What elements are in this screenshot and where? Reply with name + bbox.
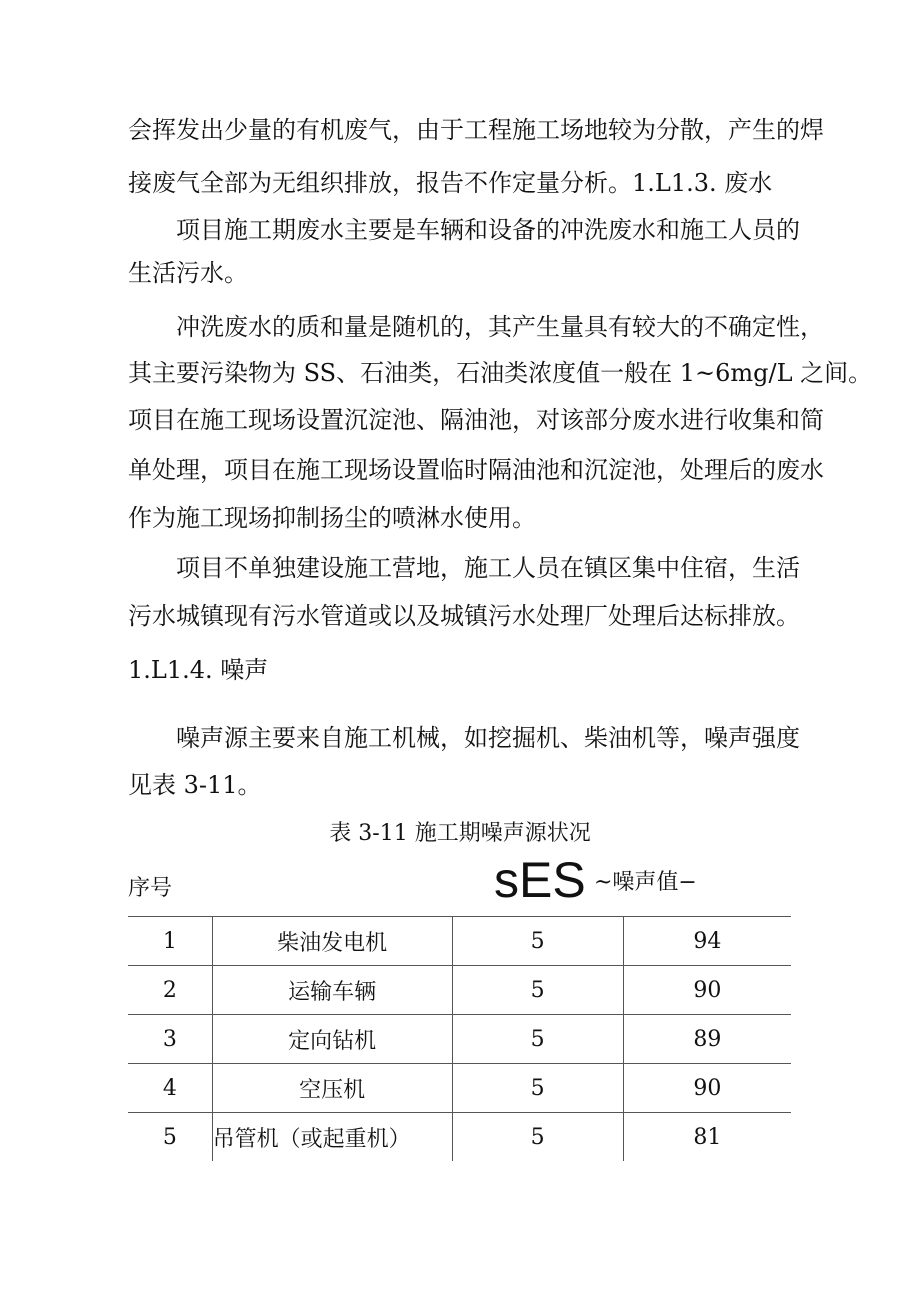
paragraph-line: 生活污水。	[128, 259, 248, 287]
table-header-ses: sES	[494, 852, 586, 908]
paragraph-line: 会挥发出少量的有机废气，由于工程施工场地较为分散，产生的焊	[128, 116, 824, 144]
cell-name: 吊管机（或起重机）	[212, 1113, 452, 1162]
cell-count: 5	[452, 1064, 623, 1113]
paragraph-line: 项目在施工现场设置沉淀池、隔油池，对该部分废水进行收集和简	[128, 406, 824, 434]
paragraph-line: 作为施工现场抑制扬尘的喷淋水使用。	[128, 504, 536, 532]
cell-value: 81	[623, 1113, 791, 1162]
cell-value: 90	[623, 1064, 791, 1113]
table-row	[128, 917, 791, 966]
cell-count: 5	[452, 966, 623, 1015]
cell-name: 空压机	[212, 1064, 452, 1113]
paragraph-line: 项目施工期废水主要是车辆和设备的冲洗废水和施工人员的	[176, 216, 800, 244]
table-row	[128, 966, 791, 1015]
cell-count: 5	[452, 917, 623, 966]
paragraph-line: 污水城镇现有污水管道或以及城镇污水处理厂处理后达标排放。	[128, 602, 800, 630]
table-row	[128, 1064, 791, 1113]
section-heading: 1.L1.4. 噪声	[128, 656, 269, 684]
cell-value: 90	[623, 966, 791, 1015]
paragraph-line: 单处理，项目在施工现场设置临时隔油池和沉淀池，处理后的废水	[128, 456, 824, 484]
cell-no: 1	[128, 917, 212, 966]
paragraph-line: 冲洗废水的质和量是随机的，其产生量具有较大的不确定性，	[176, 313, 824, 341]
table-row	[128, 1015, 791, 1064]
cell-no: 4	[128, 1064, 212, 1113]
table-header-value: ~噪声值−	[594, 870, 697, 895]
cell-name: 运输车辆	[212, 966, 452, 1015]
table-header-seq: 序号	[128, 876, 173, 901]
cell-no: 3	[128, 1015, 212, 1064]
cell-count: 5	[452, 1015, 623, 1064]
cell-no: 2	[128, 966, 212, 1015]
cell-value: 89	[623, 1015, 791, 1064]
paragraph-line: 其主要污染物为 SS、石油类，石油类浓度值一般在 1~6mg/L 之间。	[128, 359, 873, 387]
noise-source-table	[128, 916, 791, 1161]
cell-no: 5	[128, 1113, 212, 1162]
paragraph-line: 项目不单独建设施工营地，施工人员在镇区集中住宿，生活	[176, 554, 800, 582]
cell-count: 5	[452, 1113, 623, 1162]
cell-value: 94	[623, 917, 791, 966]
table-caption: 表 3-11 施工期噪声源状况	[329, 821, 591, 846]
paragraph-line: 接废气全部为无组织排放，报告不作定量分析。1.L1.3. 废水	[128, 169, 773, 197]
paragraph-line: 见表 3-11。	[128, 771, 262, 799]
cell-name: 定向钻机	[212, 1015, 452, 1064]
table-row	[128, 1113, 791, 1162]
cell-name: 柴油发电机	[212, 917, 452, 966]
paragraph-line: 噪声源主要来自施工机械，如挖掘机、柴油机等，噪声强度	[176, 724, 800, 752]
